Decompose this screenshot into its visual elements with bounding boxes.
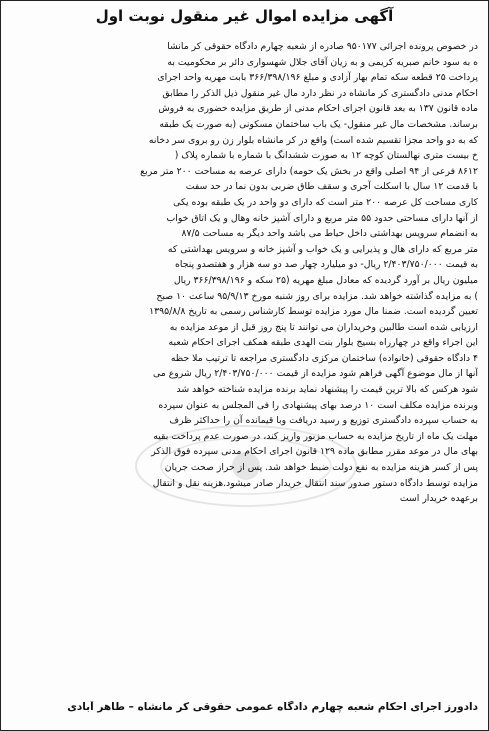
notice-line: ) به مزایده گذاشته خواهد شد. مزایده برای روز شنبه مورخ ۹۵/۹/۱۳ ساعت ۱۰ صبح xyxy=(156,290,478,302)
notice-line: شود هرکس که بالا ترین قیمت را پیشنهاد نماید برنده مزایده شناخته خواهد شد xyxy=(176,384,478,396)
notice-line: پرداخت ۲۵ قطعه سکه تمام بهار آزادی و مبلغ ۳۶۶/۳۹۸/۱۹۶ بابت مهریه واحد اجرای xyxy=(157,72,478,84)
notice-line: برعهده خریدار است xyxy=(399,493,478,505)
notice-line: ارزیابی شده است طالبین وخریداران می توانند تا پنج روز قبل از موعد مزایده به xyxy=(169,321,478,333)
notice-line: احکام مدنی دادگستری کر مانشاه در نظر دارد مال غیر منقول ذیل الذکر را مطابق xyxy=(162,87,478,99)
notice-line: متر مربع که دارای هال و پذیرایی و یک خواب و آشپز خانه و سرویس بهداشتی که xyxy=(167,243,478,255)
notice-line: خ بیست متری نهالستان کوچه ۱۲ به صورت ششدانگ با شماره با شماره پلاک ( xyxy=(174,150,478,162)
notice-body xyxy=(11,39,478,685)
notice-line: مهلت یک ماه از تاریخ مزایده به حساب مزبور واریز کند، در صورت عدم پرداخت بقیه xyxy=(153,430,478,442)
notice-line: کاری مساحت کل عرصه ۲۰۰ متر است که دارای دو واحد در یک طبقه بوده یکی xyxy=(173,196,478,208)
notice-line: با قدمت ۱۲ سال با اسکلت آجری و سقف طاق ضربی بدون نما در حد سفت xyxy=(185,181,478,193)
notice-line: بهای مال در موعد مقرر مطابق ماده ۱۲۹ قانون اجرای احکام مدنی سپرده فوق الذکر xyxy=(151,446,478,458)
notice-line: ه به سود خانم صبریه کریمی و به زیان آقای جلال شهسواری دائر بر محکومیت به xyxy=(167,56,478,68)
notice-line: برساند. مشخصات مال غیر منقول- یک باب ساختمان مسکونی (به صورت یک طبقه xyxy=(159,118,478,130)
notice-line: تعیین گردیده است. ضمنا مال مورد مزایده توسط کارشناس رسمی به تاریخ ۱۳۹۵/۸/۸ xyxy=(149,306,478,318)
notice-line: به قیمت ۲/۴۰۳/۷۵۰/۰۰۰ ریال- دو میلیارد چهار صد دو سه هزار و هفتصدو پنجاه xyxy=(175,259,478,271)
notice-line: وبرنده مزایده مکلف است ۱۰ درصد بهای پیشنهادی را فی المجلس به عنوان سپرده xyxy=(158,399,478,411)
notice-line: که به دو واحد مجزا تقسیم شده است) واقع در کر مانشاه بلوار زن رو بروی سر دخانه xyxy=(148,134,478,146)
notice-line: ۴ دادگاه حقوقی (خانواده) ساختمان مرکزی دادگستری مراجعه تا ترتیب ملا حظه xyxy=(170,352,478,364)
notice-line: از آنها دارای مساحتی حدود ۵۵ متر مربع و دارای آشپز خانه وهال و یک اتاق خواب xyxy=(166,212,478,224)
notice-signature: دادورز اجرای احکام شعبه چهارم دادگاه عمومی حقوقی کر مانشاه – طاهر آبادی xyxy=(67,701,478,713)
notice-line: مزایده توسط دادگاه دستور صدور سند انتقال خریدار صادر میشود.هزینه نقل و انتقال xyxy=(152,477,478,489)
notice-line: پس از کسر هزینه مزایده به نفع دولت ضبط خواهد شد. پس از حراز صحت جریان xyxy=(164,462,478,474)
notice-line: به حساب سپرده دادگستری توزیع و رسید دریافت وبا قیمانده آن را حداکثر ظرف xyxy=(169,415,478,427)
notice-line: میلیون ریال بر آورد گردیده که معادل مبلغ مهریه (۲۵ سکه و ۳۶۶/۳۹۸/۱۹۶ ریال xyxy=(173,274,478,286)
notice-line: به انضمام سرویس بهداشتی داخل حیاط می باشد واحد دیگر به مساحت ۸۷/۵ xyxy=(181,228,478,240)
notice-line: ۸۶۱۲ فرعی از ۹۴ اصلی واقع در بخش یک حومه) دارای عرصه به مساحت ۲۰۰ متر مربع xyxy=(140,165,478,177)
notice-line: ماده قانون ۱۳۷ به بعد قانون اجرای احکام مدنی از طریق مزایده حضوری به فروش xyxy=(158,103,478,115)
notice-line: این اجراء واقع در چهارراه بسیج بلوار بنت الهدی طبقه همکف اجرای احکام شعبه xyxy=(168,337,478,349)
notice-line: آنها از مال موضوع آگهی فراهم شود مزایده از قیمت ۲/۴۰۳/۷۵۰/۰۰۰ ریال شروع می xyxy=(153,368,478,380)
notice-title: آگهی مزایده اموال غیر منقول نوبت اول xyxy=(95,7,394,25)
notice-line: در خصوص پرونده اجرائی ۹۵۰۱۷۷ صادره از شعبه چهارم دادگاه حقوقی کر مانشا xyxy=(167,41,478,52)
